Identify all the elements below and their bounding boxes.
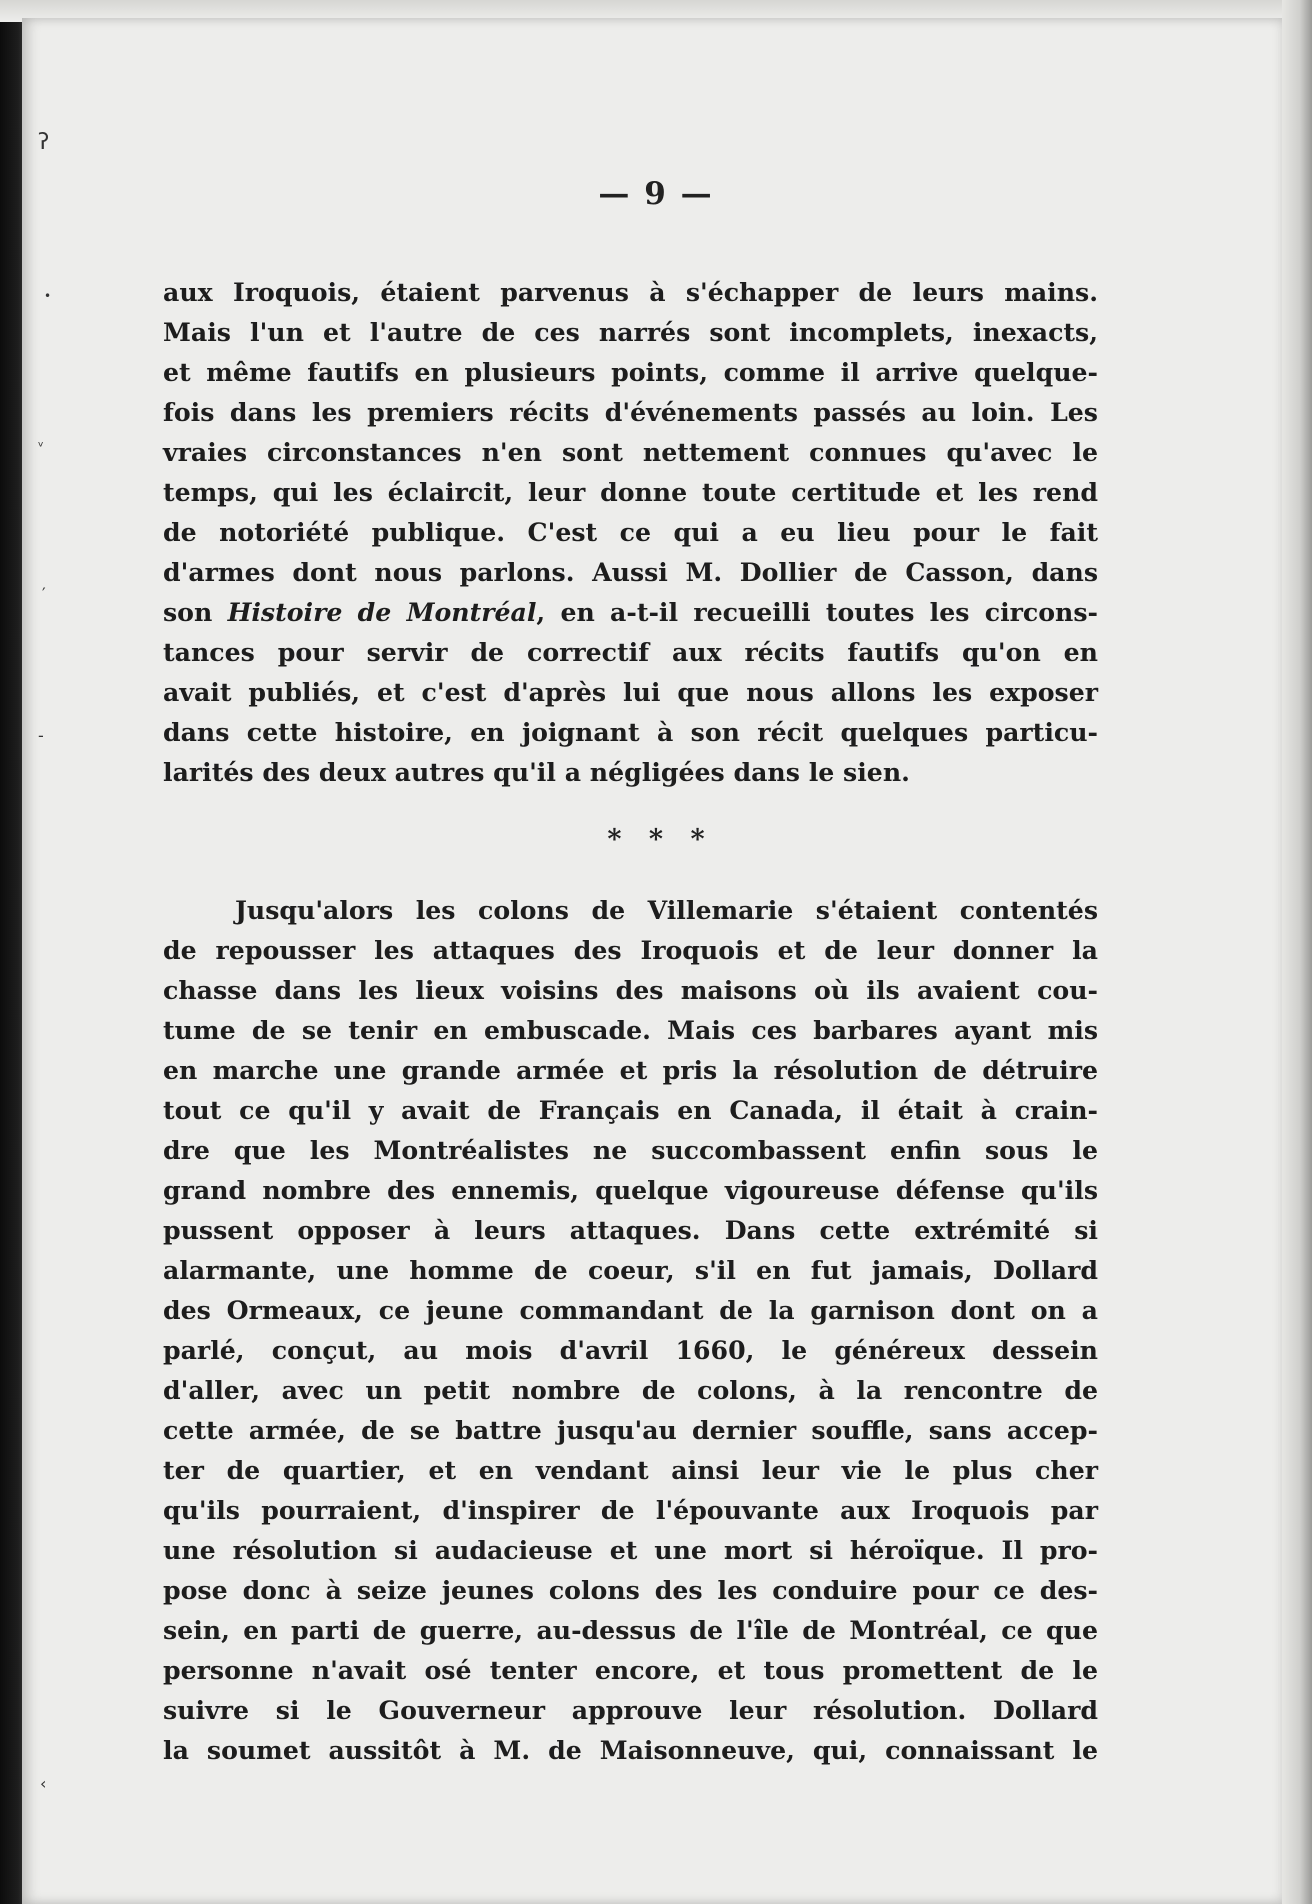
text-line: fois dans les premiers récits d'événements passés au loin. Les bbox=[163, 397, 1098, 427]
text-line: sein, en parti de guerre, au-dessus de l'île de Montréal, ce que bbox=[163, 1615, 1098, 1645]
text-line: parlé, conçut, au mois d'avril 1660, le généreux dessein bbox=[163, 1335, 1098, 1365]
text-line: avait publiés, et c'est d'après lui que nous allons les exposer bbox=[163, 677, 1098, 707]
text-line: en marche une grande armée et pris la résolution de détruire bbox=[163, 1055, 1098, 1085]
section-separator: * * * bbox=[607, 824, 705, 855]
text-line: pose donc à seize jeunes colons des les conduire pour ce des- bbox=[163, 1575, 1098, 1605]
text-line: d'armes dont nous parlons. Aussi M. Dollier de Casson, dans bbox=[163, 557, 1098, 587]
text-fragment: son bbox=[163, 597, 228, 627]
text-line: d'aller, avec un petit nombre de colons, à la rencontre de bbox=[163, 1375, 1098, 1405]
book-title: Histoire de Montréal bbox=[227, 597, 537, 627]
ink-mark: ᵛ bbox=[38, 439, 44, 455]
text-line: grand nombre des ennemis, quelque vigoureuse défense qu'ils bbox=[163, 1175, 1098, 1205]
text-line: chasse dans les lieux voisins des maisons où ils avaient cou- bbox=[163, 975, 1098, 1005]
text-line: Mais l'un et l'autre de ces narrés sont incomplets, inexacts, bbox=[163, 317, 1098, 347]
text-line: cette armée, de se battre jusqu'au dernier souffle, sans accep- bbox=[163, 1415, 1098, 1445]
text-line: de notoriété publique. C'est ce qui a eu lieu pour le fait bbox=[163, 517, 1098, 547]
text-line: tances pour servir de correctif aux récits fautifs qu'on en bbox=[163, 637, 1098, 667]
text-line: tout ce qu'il y avait de Français en Canada, il était à crain- bbox=[163, 1095, 1098, 1125]
text-line: Jusqu'alors les colons de Villemarie s'étaient contentés bbox=[235, 895, 1098, 925]
text-line: vraies circonstances n'en sont nettement connues qu'avec le bbox=[163, 437, 1098, 467]
ink-mark: - bbox=[38, 726, 44, 745]
text-line: suivre si le Gouverneur approuve leur résolution. Dollard bbox=[163, 1695, 1098, 1725]
ink-mark: ′ bbox=[42, 584, 46, 603]
text-line: tume de se tenir en embuscade. Mais ces barbares ayant mis bbox=[163, 1015, 1098, 1045]
ink-mark: • bbox=[44, 289, 52, 303]
text-line: temps, qui les éclaircit, leur donne toute certitude et les rend bbox=[163, 477, 1098, 507]
paragraph-continuation bbox=[163, 272, 1098, 792]
page-number: — 9 — bbox=[598, 176, 714, 212]
text-line: aux Iroquois, étaient parvenus à s'échapper de leurs mains. bbox=[163, 277, 1098, 307]
text-fragment: , en a-t-il recueilli toutes les circons- bbox=[536, 597, 1098, 627]
text-line: qu'ils pourraient, d'inspirer de l'épouvante aux Iroquois par bbox=[163, 1495, 1098, 1525]
page-edge bbox=[1282, 0, 1312, 1904]
text-line: et même fautifs en plusieurs points, comme il arrive quelque- bbox=[163, 357, 1098, 387]
ink-mark: ‹ bbox=[40, 1774, 47, 1793]
text-line: des Ormeaux, ce jeune commandant de la garnison dont on a bbox=[163, 1295, 1098, 1325]
text-line: une résolution si audacieuse et une mort si héroïque. Il pro- bbox=[163, 1535, 1098, 1565]
text-line: alarmante, une homme de coeur, s'il en fut jamais, Dollard bbox=[163, 1255, 1098, 1285]
text-line: dre que les Montréalistes ne succombassent enfin sous le bbox=[163, 1135, 1098, 1165]
text-line: pussent opposer à leurs attaques. Dans cette extrémité si bbox=[163, 1215, 1098, 1245]
paragraph-main bbox=[163, 890, 1098, 1770]
text-line-with-title bbox=[163, 592, 1098, 632]
text-line: personne n'avait osé tenter encore, et tous promettent de le bbox=[163, 1655, 1098, 1685]
text-line: de repousser les attaques des Iroquois et de leur donner la bbox=[163, 935, 1098, 965]
text-line: larités des deux autres qu'il a négligées dans le sien. bbox=[163, 757, 910, 787]
text-line: dans cette histoire, en joignant à son récit quelques particu- bbox=[163, 717, 1098, 747]
ink-mark: ʔ bbox=[38, 130, 50, 155]
text-line: la soumet aussitôt à M. de Maisonneuve, qui, connaissant le bbox=[163, 1735, 1098, 1765]
text-line: ter de quartier, et en vendant ainsi leur vie le plus cher bbox=[163, 1455, 1098, 1485]
